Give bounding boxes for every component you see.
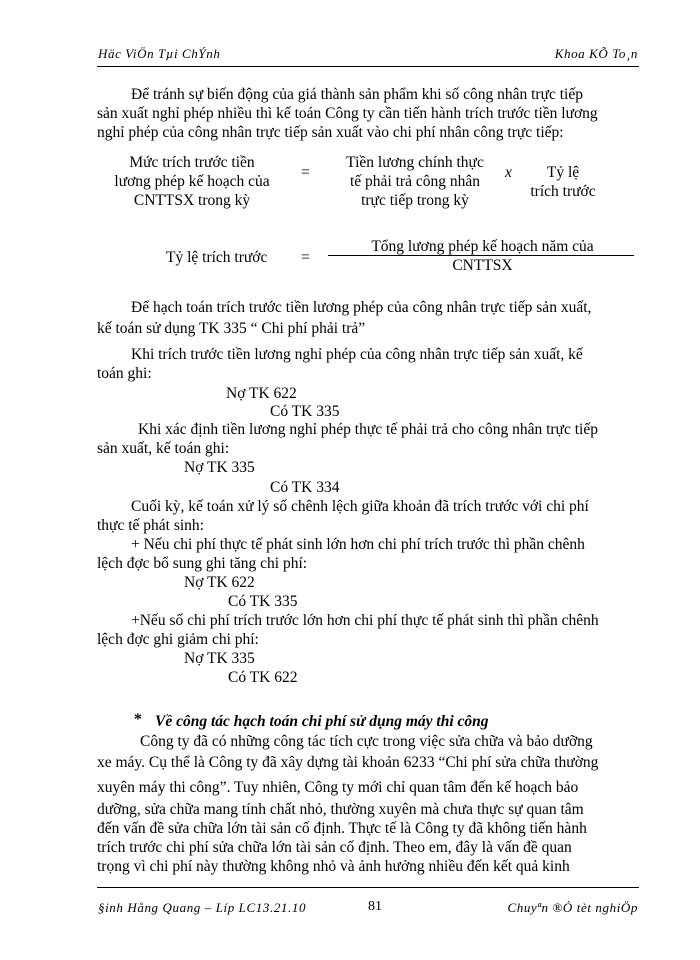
entry-credit-622: Có TK 622 (228, 669, 298, 686)
para-last-line-4: dưỡng, sửa chữa mang tính chất nhỏ, thường xuyên mà chưa thực sự quan tâm (97, 801, 584, 818)
line-4: toán ghi: (97, 365, 152, 382)
formula2-numerator: Tổng lương phép kế hoạch năm của CNTTSX (371, 238, 594, 274)
para-last-line-7: trọng vì chi phí này thường không nhỏ và ảnh hưởng nhiều đến kết quả kinh (97, 858, 570, 875)
line-2: kế toán sử dụng TK 335 “ Chi phí phải trả” (97, 320, 366, 337)
formula2-fraction-bar (328, 255, 634, 256)
formula1-rhs2: Tỷ lệ trích trước (530, 164, 596, 200)
entry-debit-622-b: Nợ TK 622 (184, 574, 255, 591)
entry-credit-334: Có TK 334 (270, 479, 340, 496)
line-17: +Nếu số chi phí trích trước lớn hơn chi phí thực tế phát sinh thì phần chênh (131, 612, 599, 629)
formula1-lhs: Mức trích trước tiền lương phép kế hoạch của CNTTSX trong kỳ (114, 154, 270, 209)
para-last-line-2: xe máy. Cụ thể là Công ty đã xây dựng tài khoản 6233 “Chi phí sửa chữa thường (97, 754, 599, 771)
para-last-line-6: trích trước chi phí sửa chữa lớn tài sản cố định. Theo em, đây là vấn đề quan (97, 839, 572, 856)
line-7: Khi xác định tiền lương nghỉ phép thực tế phải trả cho công nhân trực tiếp (138, 421, 598, 438)
formula2-lhs: Tỷ lệ trích trước (166, 249, 268, 266)
para-last-line-1: Công ty đã có những công tác tích cực trong việc sửa chữa và bảo dưỡng (140, 733, 593, 750)
entry-debit-335-a: Nợ TK 335 (184, 459, 255, 476)
footer-left: §inh Hång Quang – Líp LC13.21.10 (98, 900, 307, 915)
footer-right: Chuyªn ®Ò tèt nghiÖp (507, 900, 638, 915)
formula1-rhs1: Tiền lương chính thực tế phải trả công nhân trực tiếp trong kỳ (346, 154, 484, 209)
para1-line-2: sản xuất nghỉ phép nhiều thì kế toán Công ty cần tiến hành trích trước tiền lương (97, 105, 598, 122)
header-left: Häc ViÖn Tµi ChÝnh (98, 46, 221, 61)
entry-credit-335-a: Có TK 335 (270, 403, 340, 420)
entry-debit-622-a: Nợ TK 622 (226, 385, 297, 402)
section-bullet-star: * (134, 711, 142, 728)
header-rule (97, 66, 639, 67)
line-1: Để hạch toán trích trước tiền lương phép của công nhân trực tiếp sản xuất, (131, 299, 592, 316)
line-12: thực tế phát sinh: (97, 517, 204, 534)
footer-rule (97, 887, 639, 888)
para-last-line-3: xuyên máy thi công”. Tuy nhiên, Công ty mới chỉ quan tâm đến kế hoạch bảo (97, 779, 579, 796)
formula2-equals: = (301, 249, 310, 266)
formula1-equals: = (301, 164, 310, 181)
entry-credit-335-b: Có TK 335 (228, 593, 298, 610)
line-3: Khi trích trước tiền lương nghỉ phép của công nhân trực tiếp sản xuất, kế (131, 346, 583, 363)
para1-line-1: Để tránh sự biến động của giá thành sản phẩm khi số công nhân trực tiếp (131, 86, 583, 103)
line-18: lệch đợc ghi giảm chi phí: (97, 631, 259, 648)
page-number: 81 (368, 899, 382, 914)
formula2-clip-mask (328, 274, 638, 294)
header-right: Khoa KÕ To¸n (554, 46, 638, 61)
line-13: + Nếu chi phí thực tế phát sinh lớn hơn chi phí trích trước thì phần chênh (131, 536, 585, 553)
para-last-line-5: đến vấn đề sửa chữa lớn tài sản cố định. Thực tế là Công ty đã không tiến hành (97, 820, 587, 837)
section-title: Về công tác hạch toán chi phí sử dụng máy thi công (155, 713, 489, 730)
formula1-times: x (505, 164, 512, 181)
entry-debit-335-b: Nợ TK 335 (184, 650, 255, 667)
line-11: Cuối kỳ, kế toán xử lý số chênh lệch giữa khoản đã trích trước với chi phí (131, 498, 589, 515)
para1-line-3: nghỉ phép của công nhân trực tiếp sản xuất vào chi phí nhân công trực tiếp: (97, 124, 564, 141)
line-8: sản xuất, kế toán ghi: (97, 440, 230, 457)
line-14: lệch đợc bổ sung ghi tăng chi phí: (97, 555, 308, 572)
